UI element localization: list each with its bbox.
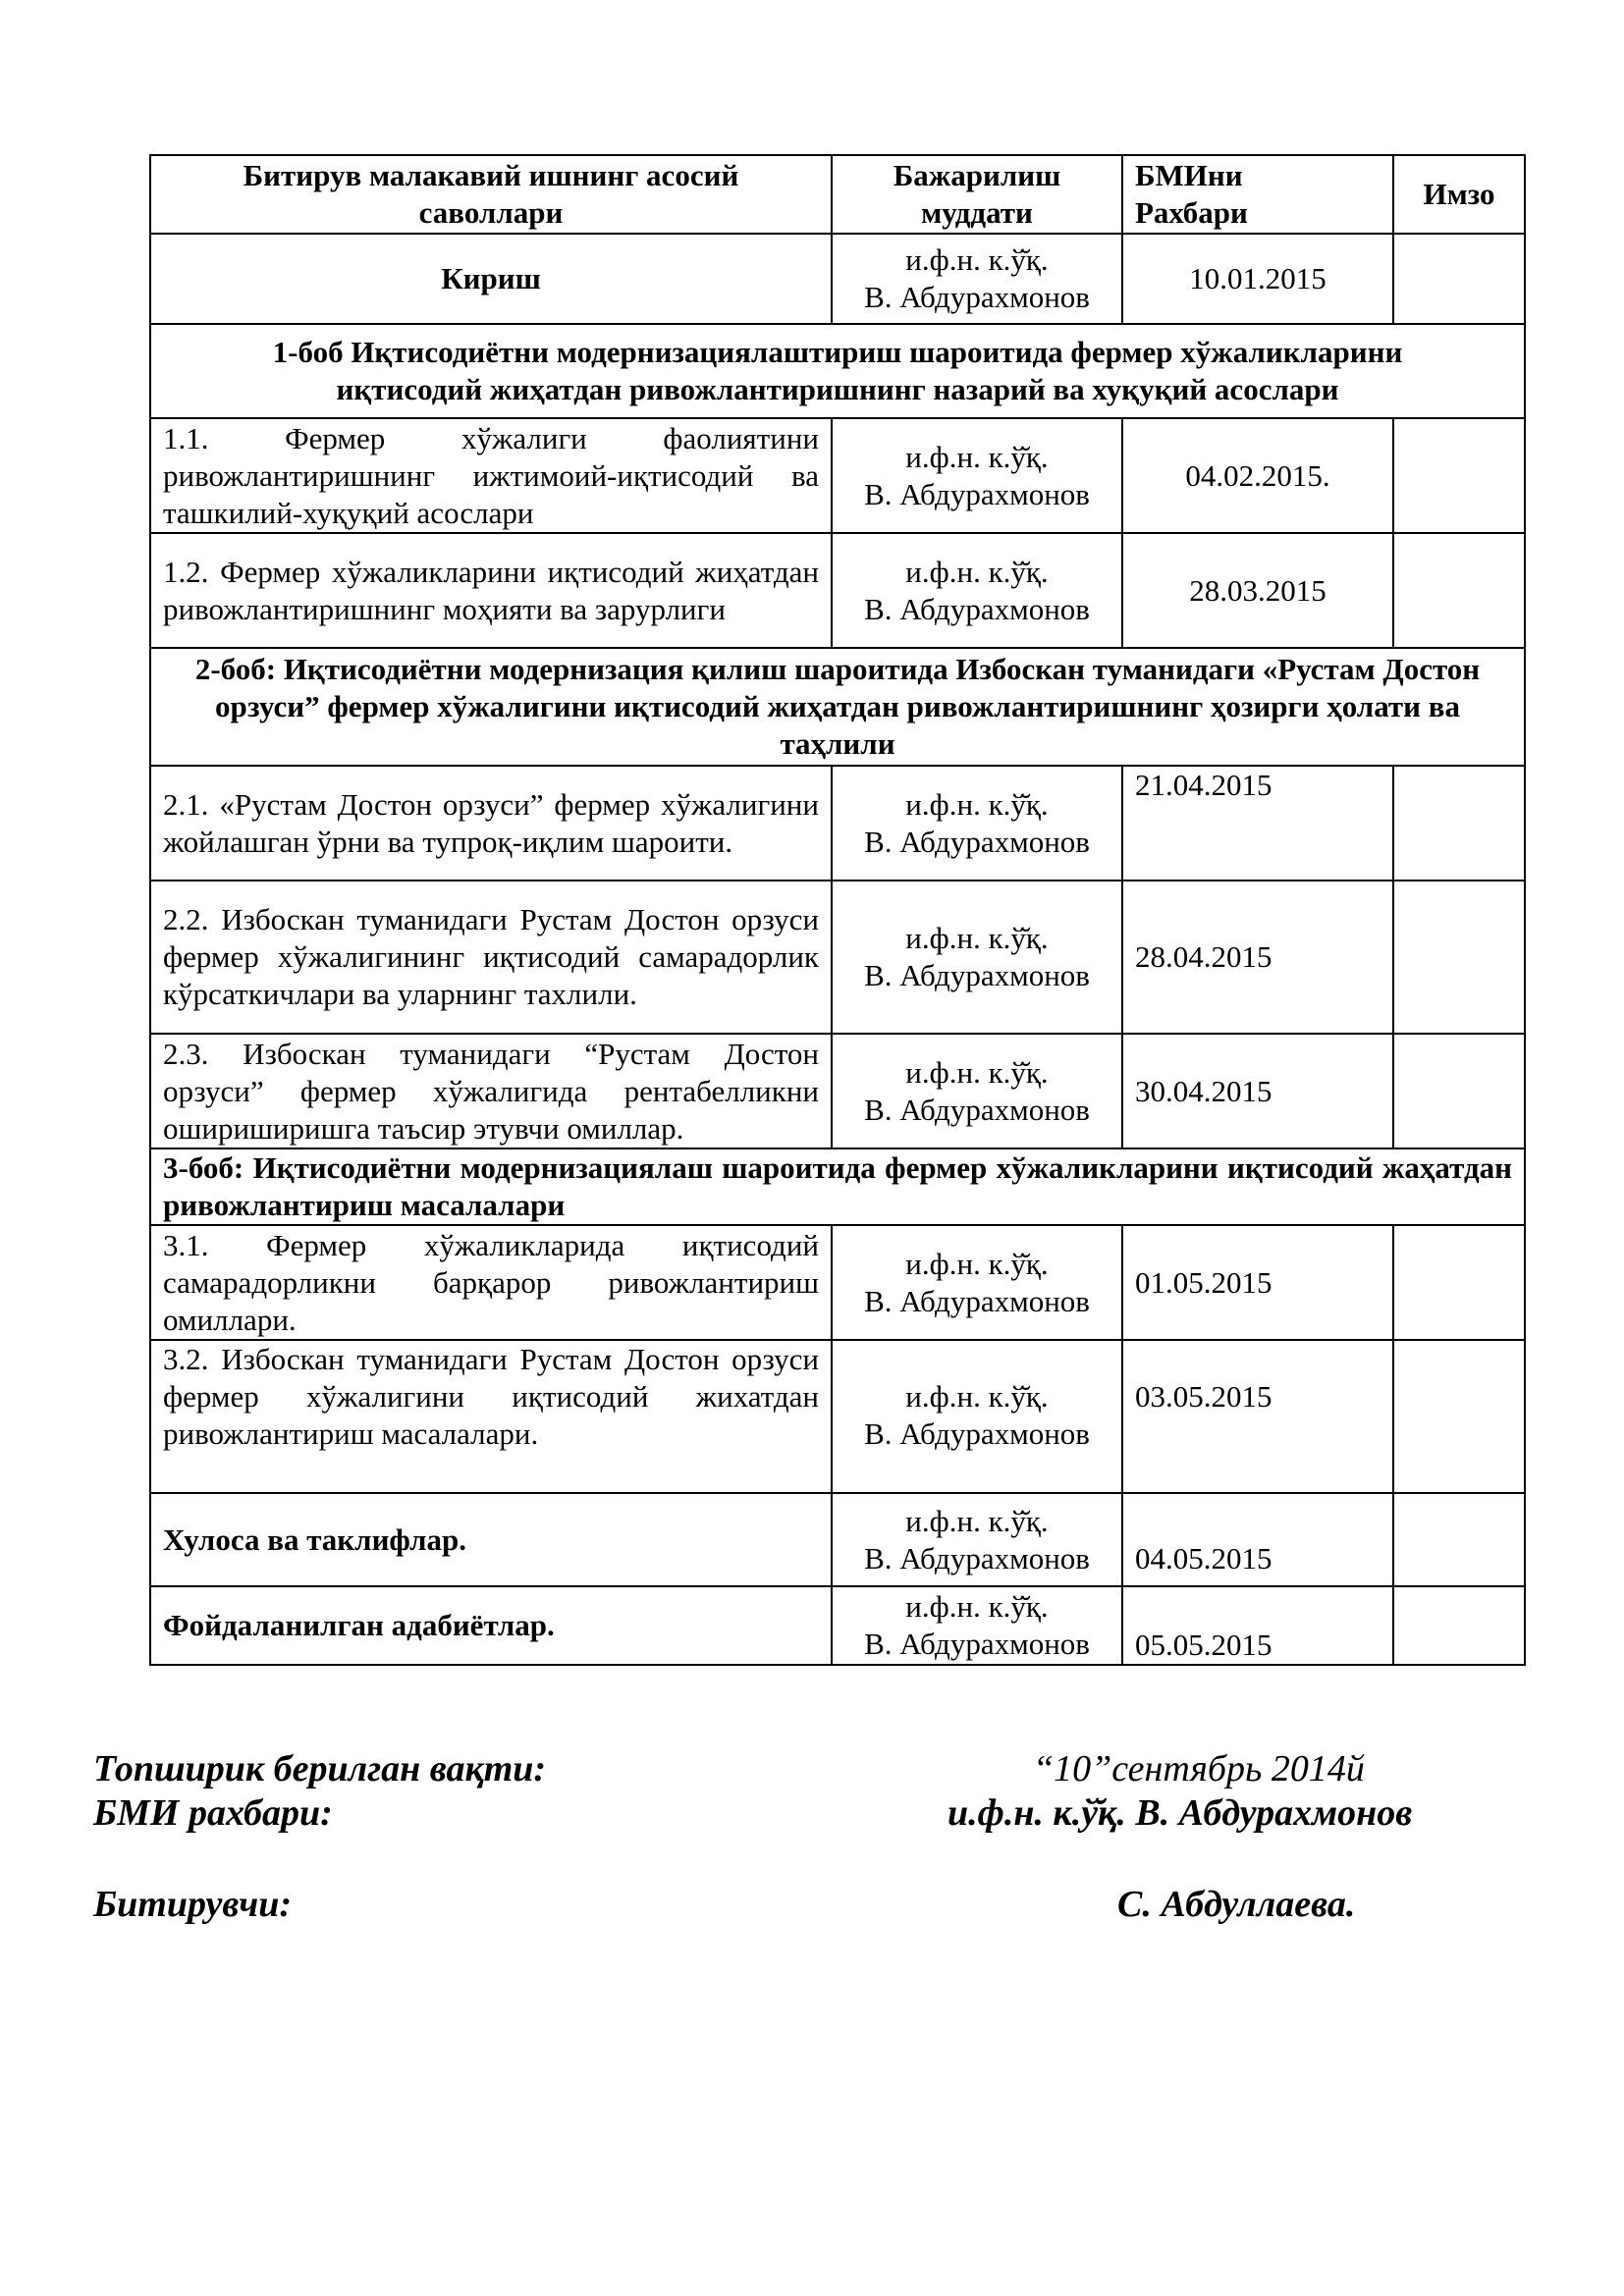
supervisor-title: и.ф.н. к.ў̆қ. <box>905 921 1049 955</box>
signature-cell <box>1393 881 1525 1034</box>
signature-cell <box>1393 533 1525 648</box>
supervisor-name: В. Абдурахмонов <box>864 824 1090 859</box>
date-cell: 10.01.2015 <box>1122 234 1393 324</box>
supervisor-title: и.ф.н. к.ў̆қ. <box>905 1379 1049 1414</box>
supervisor-name: В. Абдурахмонов <box>864 1283 1090 1318</box>
supervisor-cell <box>832 881 1122 1034</box>
supervisor-title: и.ф.н. к.ў̆қ. <box>905 1503 1049 1538</box>
chapter-3-title: 3-боб: Иқтисодиётни модернизациялаш шароитида фермер хўжаликларини иқтисодий жаҳатдан ривожлантириш масалалари <box>150 1148 1525 1225</box>
graduate-label: Битирувчи: <box>93 1884 293 1925</box>
topic-cell: 1.2. Фермер хўжаликларини иқтисодий жиҳатдан ривожлантиришнинг моҳияти ва зарурлиги <box>150 533 832 648</box>
topic-cell: 2.3. Избоскан туманидаги “Рустам Достон орзуси” фермер хўжалигида рентабелликни ошириширишга таъсир этувчи омиллар. <box>150 1034 832 1148</box>
date-cell: 28.04.2015 <box>1122 881 1393 1034</box>
graduate-value: С. Абдуллаева. <box>1117 1884 1356 1925</box>
header-signature: Имзо <box>1393 155 1525 234</box>
supervisor-name: В. Абдурахмонов <box>864 1627 1090 1661</box>
table-row <box>150 766 1525 881</box>
supervisor-label: БМИ рахбари: <box>93 1792 333 1834</box>
chapter-2-title: 2-боб: Иқтисодиётни модернизация қилиш шароитида Избоскан туманидаги «Рустам Достон орзуси” фермер хўжалигини иқтисодий жиҳатдан ривожлантиришнинг ҳозирги ҳолати ва таҳлили <box>150 648 1525 766</box>
supervisor-cell <box>832 533 1122 648</box>
topic-cell: 1.1. Фермер хўжалиги фаолиятини ривожлантиришнинг ижтимоий-иқтисодий ва ташкилий-хуқуқий асослари <box>150 418 832 533</box>
supervisor-name: В. Абдурахмонов <box>864 1416 1090 1451</box>
topic-cell: 2.1. «Рустам Достон орзуси” фермер хўжалигини жойлашган ўрни ва тупроқ-иқлим шароити. <box>150 766 832 881</box>
supervisor-title: и.ф.н. к.ў̆қ. <box>905 242 1049 277</box>
date-cell: 21.04.2015 <box>1122 766 1393 881</box>
supervisor-name: В. Абдурахмонов <box>864 1540 1090 1575</box>
date-cell: 04.02.2015. <box>1122 418 1393 533</box>
supervisor-cell <box>832 1493 1122 1586</box>
chapter-row <box>150 1148 1525 1225</box>
signature-cell <box>1393 766 1525 881</box>
supervisor-title: и.ф.н. к.ў̆қ. <box>905 1246 1049 1281</box>
table-header-row <box>150 155 1525 234</box>
date-cell: 01.05.2015 <box>1122 1225 1393 1340</box>
table-row <box>150 533 1525 648</box>
signature-cell <box>1393 1225 1525 1340</box>
date-cell: 28.03.2015 <box>1122 533 1393 648</box>
signature-cell <box>1393 418 1525 533</box>
signature-cell <box>1393 1034 1525 1148</box>
supervisor-name: В. Абдурахмонов <box>864 476 1090 511</box>
table-row <box>150 234 1525 324</box>
topic-cell: 3.1. Фермер хўжаликларида иқтисодий самарадорликни барқарор ривожлантириш омиллари. <box>150 1225 832 1340</box>
header-deadline: Бажарилиш муддати <box>832 155 1122 234</box>
supervisor-title: и.ф.н. к.ў̆қ. <box>905 554 1049 589</box>
date-cell: 30.04.2015 <box>1122 1034 1393 1148</box>
table-row <box>150 1493 1525 1586</box>
table-row <box>150 418 1525 533</box>
signature-cell <box>1393 234 1525 324</box>
chapter-1-title: 1-боб Иқтисодиётни модернизациялаштириш шароитида фермер хўжаликларини иқтисодий жиҳатдан ривожлантиришнинг назарий ва хуқуқий асослари <box>150 324 1525 418</box>
supervisor-name: В. Абдурахмонов <box>864 591 1090 626</box>
table-row <box>150 1586 1525 1665</box>
table-row <box>150 1225 1525 1340</box>
signature-cell <box>1393 1340 1525 1493</box>
assigned-date-label: Топширик берилган вақти: <box>93 1748 547 1789</box>
supervisor-name: В. Абдурахмонов <box>864 958 1090 992</box>
thesis-plan-table <box>149 154 1526 1666</box>
date-cell: 03.05.2015 <box>1122 1340 1393 1493</box>
supervisor-title: и.ф.н. к.ў̆қ. <box>905 439 1049 474</box>
supervisor-title: и.ф.н. к.ў̆қ. <box>905 1054 1049 1090</box>
supervisor-cell <box>832 234 1122 324</box>
assigned-date-value: “10”сентябрь 2014й <box>1033 1748 1365 1789</box>
header-supervisor: БМИни Рахбари <box>1122 155 1393 234</box>
supervisor-cell <box>832 1340 1122 1493</box>
topic-cell: Фойдаланилган адабиётлар. <box>150 1586 832 1665</box>
supervisor-title: и.ф.н. к.ў̆қ. <box>905 786 1049 822</box>
supervisor-name: В. Абдурахмонов <box>864 280 1090 314</box>
chapter-row <box>150 324 1525 418</box>
date-cell: 05.05.2015 <box>1122 1586 1393 1665</box>
table-row <box>150 1034 1525 1148</box>
supervisor-name: В. Абдурахмонов <box>864 1092 1090 1127</box>
supervisor-cell <box>832 1586 1122 1665</box>
signature-cell <box>1393 1493 1525 1586</box>
supervisor-title: и.ф.н. к.ў̆қ. <box>905 1589 1049 1624</box>
supervisor-cell <box>832 1034 1122 1148</box>
chapter-row <box>150 648 1525 766</box>
table-row <box>150 881 1525 1034</box>
supervisor-cell <box>832 418 1122 533</box>
supervisor-value: и.ф.н. к.ў̆қ. В. Абдурахмонов <box>947 1792 1413 1834</box>
header-topic: Битирув малакавий ишнинг асосий саволлари <box>150 155 832 234</box>
topic-cell: Хулоса ва таклифлар. <box>150 1493 832 1586</box>
signature-cell <box>1393 1586 1525 1665</box>
topic-cell: 2.2. Избоскан туманидаги Рустам Достон орзуси фермер хўжалигининг иқтисодий самарадорлик кўрсаткичлари ва уларнинг тахлили. <box>150 881 832 1034</box>
supervisor-cell <box>832 766 1122 881</box>
supervisor-cell <box>832 1225 1122 1340</box>
table-row <box>150 1340 1525 1493</box>
topic-cell: 3.2. Избоскан туманидаги Рустам Достон орзуси фермер хўжалигини иқтисодий жихатдан ривожлантириш масалалари. <box>150 1340 832 1493</box>
date-cell: 04.05.2015 <box>1122 1493 1393 1586</box>
topic-cell: Кириш <box>150 234 832 324</box>
